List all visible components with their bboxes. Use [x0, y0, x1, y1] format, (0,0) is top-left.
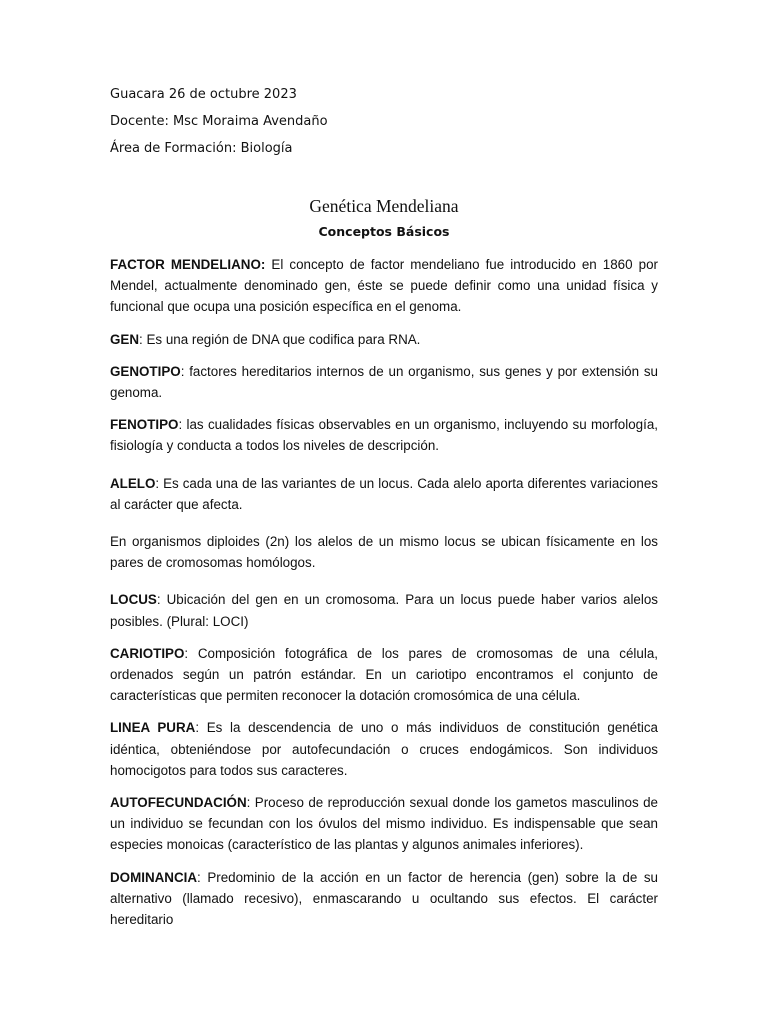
definition-gen [110, 329, 658, 350]
definition-factor-mendeliano [110, 254, 658, 318]
document-subtitle: Conceptos Básicos [318, 224, 450, 239]
definition-term: FENOTIPO [110, 417, 179, 433]
date-line: Guacara 26 de octubre 2023 [110, 87, 297, 102]
definition-text: : Es la descendencia de uno o más individuos de constitución genética idéntica, obteniéndose por autofecundación o cruces endogámicos. Son individuos homocigotos para todos sus caracteres. [110, 720, 658, 778]
definition-linea-pura [110, 717, 658, 781]
definition-dominancia [110, 867, 658, 928]
definition-term: LOCUS [110, 592, 157, 608]
definitions-body [110, 254, 658, 928]
definition-genotipo [110, 361, 658, 403]
definition-text: : Es cada una de las variantes de un locus. Cada alelo aporta diferentes variaciones al carácter que afecta. [110, 475, 658, 512]
definition-text: : Predominio de la acción en un factor de herencia (gen) sobre la de su alternativo (llamado recesivo), enmascarando u ocultando sus efectos. El carácter hereditario [110, 869, 658, 928]
definition-text: : Proceso de reproducción sexual donde los gametos masculinos de un individuo se fecundan con los óvulos del mismo individuo. Es indispensable que sean especies monoicas (característico de las plantas y algunos animales inferiores). [110, 795, 658, 853]
definition-alelo [110, 473, 658, 515]
definition-text: : Ubicación del gen en un cromosoma. Para un locus puede haber varios alelos posibles. (Plural: LOCI) [110, 592, 658, 629]
definition-text: : Es una región de DNA que codifica para RNA. [139, 331, 421, 347]
definition-term: GENOTIPO [110, 363, 181, 379]
definition-term: GEN [110, 331, 140, 347]
definition-term: ALELO [110, 475, 156, 491]
definition-text: : Composición fotográfica de los pares de cromosomas de una célula, ordenados según un patrón estándar. En un cariotipo encontramos el conjunto de características que permiten reconocer la dotación cromosómica de una célula. [110, 645, 658, 704]
teacher-name: Msc Moraima Avendaño [168, 114, 328, 129]
document-header [110, 86, 328, 167]
definition-term: CARIOTIPO [110, 645, 185, 661]
definition-locus [110, 589, 658, 631]
definition-text: : factores hereditarios internos de un organismo, sus genes y por extensión su genoma. [110, 363, 658, 401]
area-line: Área de Formación: Biología [110, 141, 293, 156]
teacher-line [110, 113, 328, 131]
definition-term: LINEA PURA [110, 720, 196, 736]
definition-term: DOMINANCIA [110, 869, 198, 885]
definition-cariotipo [110, 643, 658, 707]
definition-text: El concepto de factor mendeliano fue introducido en 1860 por Mendel, actualmente denominado gen, éste se puede definir como una unidad física y funcional que ocupa una posición específica en el genoma. [110, 257, 658, 315]
definition-term: FACTOR MENDELIANO: [110, 257, 266, 272]
paragraph-text: En organismos diploides (2n) los alelos de un mismo locus se ubican físicamente en los pares de cromosomas homólogos. [110, 534, 658, 571]
definition-fenotipo [110, 414, 658, 456]
teacher-label: Docente: [110, 114, 169, 129]
definition-term: AUTOFECUNDACIÓN [110, 795, 247, 811]
definition-autofecundacion [110, 792, 658, 856]
definition-text: : las cualidades físicas observables en un organismo, incluyendo su morfología, fisiología y conducta a todos los niveles de descripción. [110, 417, 658, 454]
paragraph-diploides [110, 531, 658, 573]
document-title: Genética Mendeliana [309, 196, 459, 216]
